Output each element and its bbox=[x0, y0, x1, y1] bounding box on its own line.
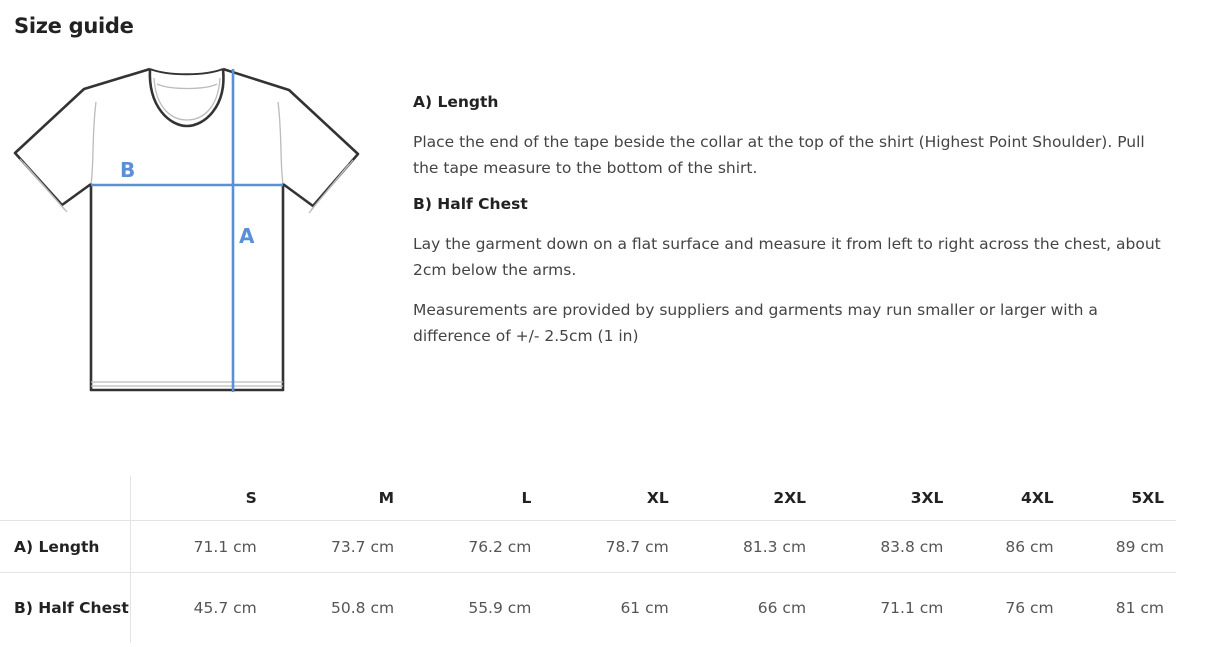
measurement-description bbox=[413, 93, 1173, 363]
table-cell: 83.8 cm bbox=[880, 537, 944, 556]
table-cell: 45.7 cm bbox=[193, 599, 257, 617]
table-cell: 81.3 cm bbox=[742, 537, 807, 556]
header-corner bbox=[0, 476, 131, 521]
size-header: XL bbox=[646, 489, 669, 507]
size-header: 2XL bbox=[773, 489, 807, 507]
size-header: 4XL bbox=[1021, 489, 1054, 507]
chest-heading: B) Half Chest bbox=[413, 195, 528, 213]
table-cell: 78.7 cm bbox=[605, 537, 669, 556]
size-header: L bbox=[521, 489, 532, 507]
tshirt-measurement-diagram bbox=[10, 62, 370, 402]
table-cell: 50.8 cm bbox=[331, 599, 395, 617]
length-text: Place the end of the tape beside the collar at the top of the shirt (Highest Point Shoulder). Pull the tape measure to the bottom of the shirt. bbox=[413, 133, 1145, 177]
table-row bbox=[0, 521, 1176, 573]
page-title: Size guide bbox=[14, 14, 134, 38]
label-b: B bbox=[120, 158, 136, 182]
table-cell: 76 cm bbox=[1005, 599, 1054, 617]
size-header: 3XL bbox=[910, 489, 944, 507]
row-label: B) Half Chest bbox=[0, 573, 131, 644]
table-cell: 66 cm bbox=[757, 599, 807, 617]
table-cell: 55.9 cm bbox=[468, 599, 532, 617]
right-sleeve-seam bbox=[278, 102, 283, 184]
table-cell: 73.7 cm bbox=[331, 537, 395, 556]
table-cell: 71.1 cm bbox=[880, 599, 944, 617]
table-cell: 76.2 cm bbox=[468, 537, 532, 556]
table-cell: 61 cm bbox=[620, 599, 669, 617]
size-table bbox=[0, 476, 1176, 643]
table-cell: 81 cm bbox=[1115, 599, 1164, 617]
size-header: M bbox=[378, 489, 395, 507]
tshirt-outline bbox=[15, 69, 358, 390]
size-header-row bbox=[0, 476, 1176, 521]
length-heading: A) Length bbox=[413, 93, 499, 111]
table-cell: 89 cm bbox=[1115, 537, 1164, 556]
collar-band bbox=[150, 69, 223, 74]
row-label: A) Length bbox=[0, 521, 131, 573]
label-a: A bbox=[239, 224, 255, 248]
size-header: S bbox=[245, 489, 257, 507]
collar-outer bbox=[150, 69, 224, 126]
table-cell: 71.1 cm bbox=[193, 537, 257, 556]
table-row bbox=[0, 573, 1176, 644]
size-header: 5XL bbox=[1131, 489, 1164, 507]
chest-text: Lay the garment down on a flat surface and measure it from left to right across the chest, about 2cm below the arms. bbox=[413, 235, 1161, 279]
table-cell: 86 cm bbox=[1005, 537, 1054, 556]
measurement-note: Measurements are provided by suppliers and garments may run smaller or larger with a difference of +/- 2.5cm (1 in) bbox=[413, 301, 1098, 345]
left-sleeve-seam bbox=[91, 102, 96, 184]
